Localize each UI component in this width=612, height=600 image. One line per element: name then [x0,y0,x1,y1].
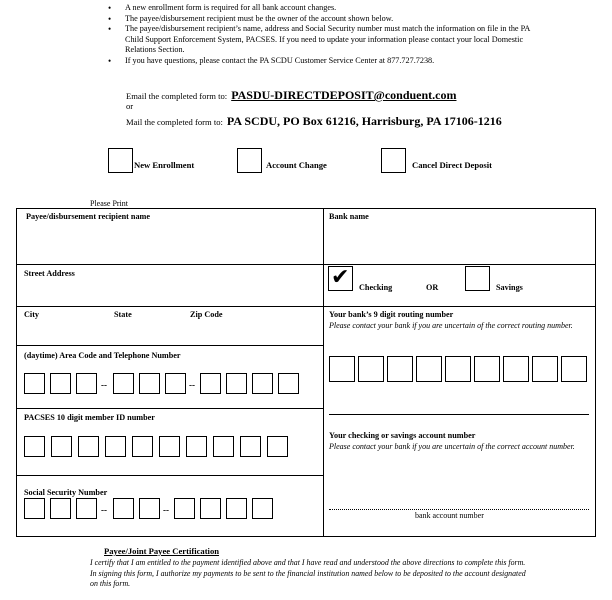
bank-name-label: Bank name [329,212,369,221]
account-number-note: Please contact your bank if you are uncertain of the correct account number. [329,442,575,451]
street-address-label: Street Address [24,269,75,278]
checking-label: Checking [359,283,393,292]
instruction-item: • The payee/disbursement recipient must be the owner of the account shown below. [108,14,538,25]
pacses-digit-box[interactable] [78,436,99,457]
pacses-digit-box[interactable] [132,436,153,457]
pacses-digit-box[interactable] [159,436,180,457]
savings-label: Savings [496,283,523,292]
row-divider [16,408,323,409]
pacses-label: PACSES 10 digit member ID number [24,413,155,422]
check-mark-icon: ✔ [331,265,350,290]
column-divider [323,208,324,537]
instruction-item: • The payee/disbursement recipient’s name, address and Social Security number must match the information on file in the PA Child Support Enforcement System, PACSES. If you need to update your information please contact your local Domestic Relations Section. [108,24,538,56]
routing-digit-box[interactable] [416,356,442,382]
payee-name-field[interactable] [20,224,318,262]
email-prefix: Email the completed form to: [126,91,228,101]
routing-digit-box[interactable] [561,356,587,382]
ssn-digit-box[interactable] [200,498,221,519]
new-enrollment-checkbox[interactable] [108,148,133,173]
row-divider [323,306,596,307]
routing-digit-box[interactable] [532,356,558,382]
cancel-direct-deposit-checkbox[interactable] [381,148,406,173]
phone-separator: -- [189,380,195,390]
pacses-digit-box[interactable] [24,436,45,457]
pacses-digit-box[interactable] [267,436,288,457]
routing-digit-box[interactable] [503,356,529,382]
city-state-zip-field[interactable] [20,321,318,343]
phone-digit-box[interactable] [50,373,71,394]
phone-digit-box[interactable] [200,373,221,394]
account-number-label: Your checking or savings account number [329,431,476,440]
phone-digit-box[interactable] [165,373,186,394]
account-change-checkbox[interactable] [237,148,262,173]
routing-digit-box[interactable] [474,356,500,382]
phone-digit-box[interactable] [139,373,160,394]
or-label: OR [426,283,439,292]
ssn-digit-box[interactable] [24,498,45,519]
bank-name-field[interactable] [327,224,592,262]
phone-separator: -- [101,380,107,390]
email-address-link[interactable]: PASDU-DIRECTDEPOSIT@conduent.com [231,88,457,102]
ssn-digit-box[interactable] [113,498,134,519]
new-enrollment-label: New Enrollment [134,160,195,170]
pacses-digit-box[interactable] [186,436,207,457]
checking-checkbox[interactable] [328,266,353,291]
row-divider [16,264,323,265]
please-print-note: Please Print [90,199,128,208]
routing-digit-box[interactable] [329,356,355,382]
pacses-digit-box[interactable] [240,436,261,457]
bank-account-number-caption: bank account number [415,511,484,520]
pacses-digit-box[interactable] [213,436,234,457]
pacses-digit-box[interactable] [105,436,126,457]
ssn-digit-box[interactable] [174,498,195,519]
routing-underline [329,414,589,415]
instructions-list [108,3,538,66]
mail-line [126,112,502,130]
row-divider [323,264,596,265]
ssn-digit-box[interactable] [252,498,273,519]
zip-label: Zip Code [190,310,223,319]
certification-title: Payee/Joint Payee Certification [104,546,220,556]
row-divider [16,475,323,476]
routing-digit-box[interactable] [445,356,471,382]
ssn-digit-box[interactable] [226,498,247,519]
phone-digit-box[interactable] [226,373,247,394]
ssn-separator: -- [163,505,169,515]
mail-address: PA SCDU, PO Box 61216, Harrisburg, PA 17106-1216 [226,114,502,128]
account-number-line [329,509,589,510]
ssn-label: Social Security Number [24,488,108,497]
or-text: or [126,101,134,111]
routing-digit-box[interactable] [387,356,413,382]
cancel-direct-deposit-label: Cancel Direct Deposit [412,160,493,170]
email-line [126,86,456,104]
ssn-digit-box[interactable] [76,498,97,519]
ssn-digit-box[interactable] [50,498,71,519]
row-divider [16,345,323,346]
instruction-item: • If you have questions, please contact the PA SCDU Customer Service Center at 877.727.7238. [108,56,538,67]
certification-body: I certify that I am entitled to the payment identified above and that I have read and understood the above directions to complete this form. In signing this form, I authorize my payments to be sent to the financial institution named below to be deposited to the account designated on this form. [90,558,526,588]
account-number-field[interactable] [329,470,589,508]
routing-digit-box[interactable] [358,356,384,382]
phone-digit-box[interactable] [113,373,134,394]
ssn-digit-box[interactable] [139,498,160,519]
mail-prefix: Mail the completed form to: [126,117,223,127]
street-address-field[interactable] [20,280,318,304]
routing-number-note: Please contact your bank if you are uncertain of the correct routing number. [329,321,573,330]
city-label: City [24,310,40,319]
phone-digit-box[interactable] [24,373,45,394]
pacses-digit-box[interactable] [51,436,72,457]
phone-digit-box[interactable] [76,373,97,394]
row-divider [16,306,323,307]
routing-number-label: Your bank’s 9 digit routing number [329,310,454,319]
phone-digit-box[interactable] [278,373,299,394]
state-label: State [114,310,132,319]
phone-label: (daytime) Area Code and Telephone Number [24,351,181,360]
savings-checkbox[interactable] [465,266,490,291]
payee-name-label: Payee/disbursement recipient name [26,212,151,221]
ssn-separator: -- [101,505,107,515]
phone-digit-box[interactable] [252,373,273,394]
instruction-item: • A new enrollment form is required for all bank account changes. [108,3,538,14]
account-change-label: Account Change [266,160,327,170]
